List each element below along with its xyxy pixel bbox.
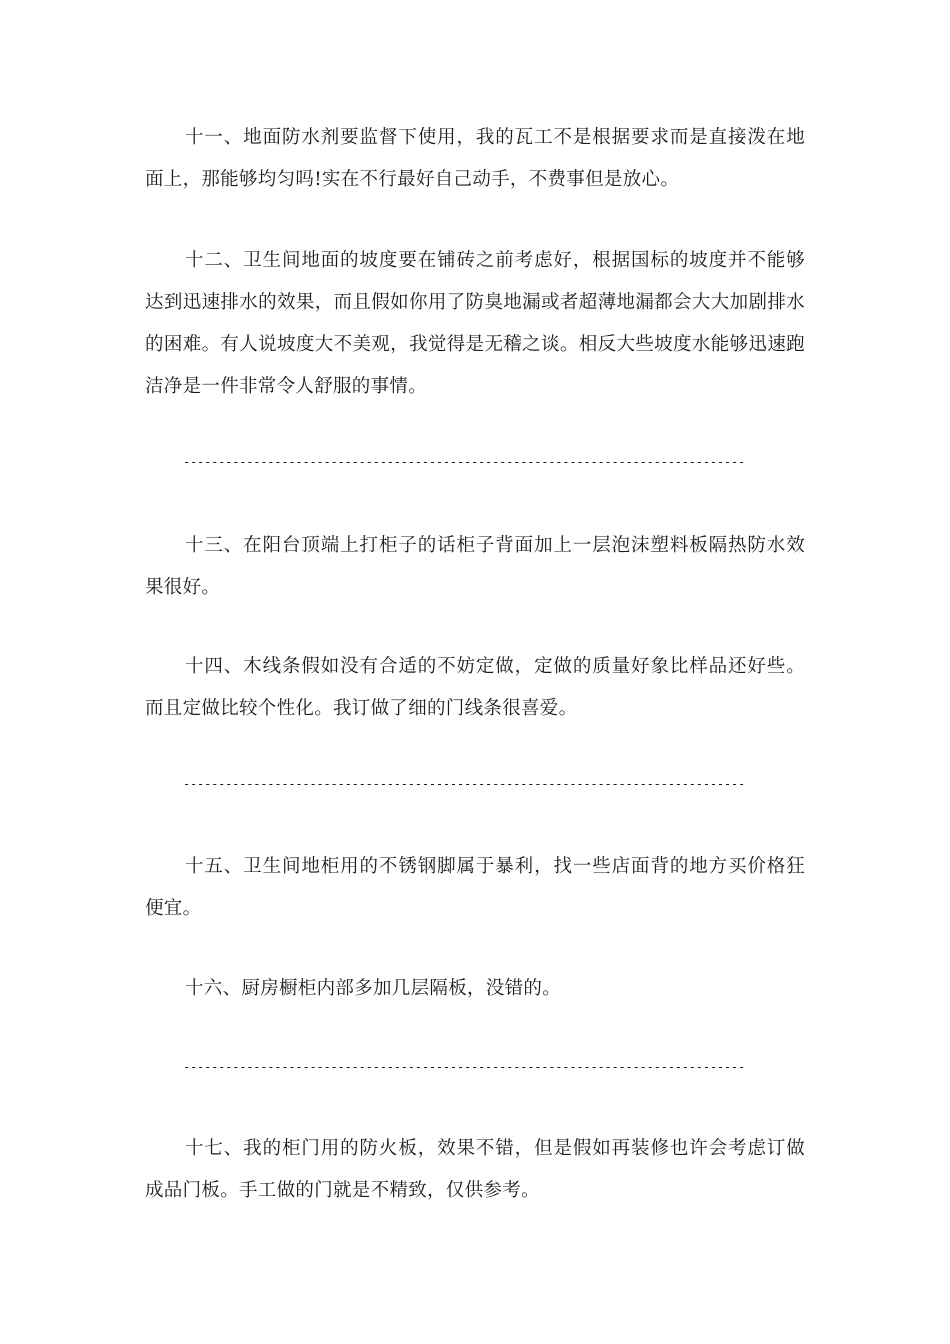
- paragraph-12: 十二、卫生间地面的坡度要在铺砖之前考虑好，根据国标的坡度并不能够达到迅速排水的效果，而且假如你用了防臭地漏或者超薄地漏都会大大加剧排水的困难。有人说坡度大不美观，我觉得是无稽之谈。相反大些坡度水能够迅速跑洁净是一件非常令人舒服的事情。: [145, 250, 805, 397]
- paragraph-13: 十三、在阳台顶端上打柜子的话柜子背面加上一层泡沫塑料板隔热防水效果很好。: [145, 535, 805, 598]
- divider-line: --------------------------------------------------------------------------------: [183, 777, 745, 791]
- paragraph-11: 十一、地面防水剂要监督下使用，我的瓦工不是根据要求而是直接泼在地面上，那能够均匀吗!实在不行最好自己动手，不费事但是放心。: [145, 127, 805, 190]
- divider-line: --------------------------------------------------------------------------------: [183, 1060, 745, 1074]
- paragraph-16: 十六、厨房橱柜内部多加几层隔板，没错的。: [185, 978, 562, 999]
- paragraph-15: 十五、卫生间地柜用的不锈钢脚属于暴利，找一些店面背的地方买价格狂便宜。: [145, 856, 805, 919]
- paragraph-14: 十四、木线条假如没有合适的不妨定做，定做的质量好象比样品还好些。而且定做比较个性化。我订做了细的门线条很喜爱。: [145, 656, 805, 719]
- paragraph-17: 十七、我的柜门用的防火板，效果不错，但是假如再装修也许会考虑订做成品门板。手工做的门就是不精致，仅供参考。: [145, 1138, 805, 1201]
- divider-line: --------------------------------------------------------------------------------: [183, 455, 745, 469]
